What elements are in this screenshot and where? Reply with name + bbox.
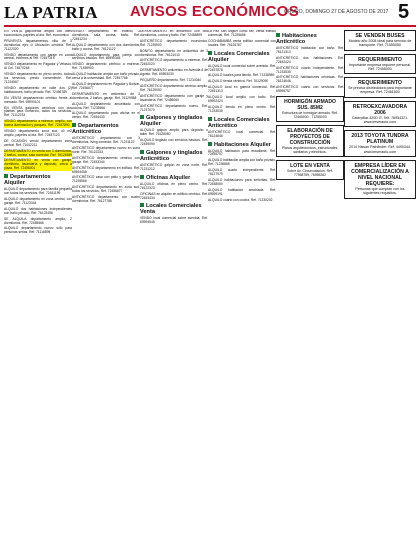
classified-ad: ANTICRÉTICO departamento nuevo. Ref. 71237070: [140, 103, 208, 112]
boxed-ad-text: Estructura de hormigón armado. Ref. 72465000 - 71255000: [282, 111, 338, 120]
classified-ad: DEPARTAMENTO en venta con 3 dormitorios, 2 baños, cocina, sala comedor. Ref. 76124589: [4, 148, 72, 157]
display-ad: [344, 130, 416, 157]
classified-ad: ANTICRÉTICO departamento a estrenar. Ref. 72452020: [140, 58, 208, 67]
category-heading: [140, 175, 208, 181]
classified-ad: ALQUILO habitación amplia con baño privado, cerca a la universidad. Ref. 72457788: [72, 72, 140, 81]
classified-ad: ALQUILO habitación amoblada. Ref. 69599191: [208, 187, 276, 196]
classified-ad: ANTICRÉTICO departamento con cuatro dormitorios. Ref. 76127788: [72, 195, 140, 203]
classified-ad: VENDO departamento céntrico a estrenar. Ref. 71459900: [72, 62, 140, 71]
display-ad: [344, 54, 416, 75]
classifieds-column-1: [4, 30, 72, 542]
classified-ad: EN VENTA galpones céntricos con dos plantas para comercio, todos los servicios. Ref. 71112233: [4, 105, 72, 118]
classified-ad: SE ALQUILA departamento amplio, 2 dormitorios. Ref. 72455566: [4, 216, 72, 225]
classified-ad: VENDO departamento en pleno centro, todos los servicios, precio conveniente. Ref. 71234567: [4, 72, 72, 84]
dateline: ORURO, DOMINGO 27 DE AGOSTO DE 2017: [284, 9, 389, 15]
display-ad-title: 2013 TOYOTA TUNDRA PLATINUM: [351, 133, 409, 146]
display-ad-text: Modelo año 2008 ideal para servicio de transporte. Ref. 71555050: [348, 39, 412, 48]
classifieds-column-2: [72, 30, 140, 542]
classified-ad: PRUVENTA departamentos villa de 3 dormitorios ejec c/ Ubicación céntrica. Ref. 71122320: [4, 38, 72, 51]
classified-ad: ALQUILO local amplio con baño. Ref. 69592424: [208, 95, 276, 103]
category-square-icon: [140, 203, 144, 207]
boxed-ad: [276, 125, 344, 157]
classified-ad: VENDO departamento en edificio, 3 dormitorios, sala, cocina, baño. Ref. 72451234: [72, 30, 140, 41]
boxed-ad-title: HORMIGÓN ARMADO SUS. 85M2: [284, 99, 336, 112]
display-ad: [344, 101, 416, 128]
category-square-icon: [140, 150, 144, 154]
boxed-ad-text: Planos arquitectónicos, estructurales, sanitarios y eléctricos.: [281, 146, 339, 155]
page-number: 5: [398, 1, 410, 23]
display-ad: [344, 160, 416, 199]
classified-ad: ALQUILO habitación amplia con baño privado. Ref. 71236868: [208, 158, 276, 167]
classified-ad: ALQUILO local en galería comercial. Ref. 72451313: [208, 85, 276, 94]
classified-ad: ANTICRÉTICO cuarto con servicios. Ref. 69595757: [276, 85, 344, 94]
classified-ad: ANTICRÉTICO departamento céntrico amplio. Ref. 76125050: [140, 83, 208, 92]
classified-ad: ANTICRÉTICO departamento en zona sud, todos los servicios. Ref. 72456677: [72, 185, 140, 194]
display-ad-text: Personas que cumplan con los siguientes requisitos.: [355, 186, 405, 196]
classified-ad: DE OCASIÓN vendo departamento zona central. Ref. 71002211: [4, 138, 72, 147]
classified-ad: DEPARTAMENTO en venta con garaje, dormitorio, lavandería y depósito, cerca a plaza. Ref. 72456001: [4, 158, 72, 171]
classified-ad: ALQUILO dos habitaciones independientes con baño privado. Ref. 76123456: [4, 206, 72, 215]
classified-ad: ALQUILO departamento amueblado con cocina. Ref. 71235566: [72, 101, 140, 110]
display-ad-text: Caterpillar 420D IT. Telf. 76954321. www.imserauto.com: [351, 115, 409, 125]
category-square-icon: [4, 174, 8, 178]
category-label: Locales Comerciales Anticrético: [208, 116, 270, 129]
category-label: Departamentos Alquiler: [4, 174, 51, 187]
category-square-icon: [208, 142, 212, 146]
category-heading: [72, 123, 140, 135]
display-ad-text: Se precisa distribuidora para importante empresa. Ref. 72461500: [348, 86, 412, 95]
category-heading: [4, 174, 72, 186]
classified-ad: ALQUILO cuarto independiente. Ref. 76127979: [208, 168, 276, 177]
category-label: Galpones y tinglados Anticrético: [140, 150, 203, 163]
classified-ad: VENDO departamento con garaje en zona central. Informes al Telf. 72457315: [4, 52, 72, 61]
category-heading: [276, 33, 344, 45]
classified-ad: BONITO departamento en anticrético de 3 dormitorios. Ref. 76121010: [140, 48, 208, 57]
classified-ad: ALQUILO habitaciones para señoritas. Ref. 72458080: [208, 177, 276, 186]
classified-ad: ANTICRÉTICO departamento económico. Ref. 71239900: [140, 38, 208, 47]
boxed-ad-title: LOTE EN VENTA: [290, 163, 330, 170]
category-square-icon: [140, 115, 144, 119]
display-ad: [344, 77, 416, 98]
classified-ad: ANTICRÉTICO dos habitaciones. Ref. 72452424: [276, 55, 344, 64]
classified-ad: ALQUILO galpón amplio para depósito o taller. Ref. 76128080: [140, 128, 208, 137]
classified-ad: ANTICRÉTICO departamento nuevo en zona norte. Ref. 76122233: [72, 146, 140, 154]
classified-ad: ALQUILO tinglado con servicios básicos. Ref. 72459090: [140, 138, 208, 147]
classified-ad: VENDO departamento en Pagador y Velasco. Al Cel. 74870248: [4, 62, 72, 71]
category-label: Oficinas Alquiler: [146, 174, 191, 181]
category-heading: [208, 51, 276, 63]
classified-ad: ALQUILO oficinas en pleno centro. Ref. 76122323: [140, 181, 208, 190]
display-ad-title: REQUERIMIENTO: [358, 56, 402, 63]
category-label: Departamentos Anticrético: [72, 123, 119, 136]
boxed-ad-title: ELABORACIÓN DE PROYECTOS DE CONSTRUCCIÓN: [287, 128, 333, 147]
classified-ad: EN VENTA galponeras amplio con lotes económicos, papeles al día. Ref. económico: [4, 30, 72, 37]
classified-ad: ALQUILO departamento en zona central, con garaje. Ref. 71123344: [4, 197, 72, 205]
classified-ad: EN VENTA departamento céntrico frente al mercado. Ref. 69590101: [4, 95, 72, 104]
category-heading: [208, 117, 276, 129]
classified-ad: ALQUILO departamento para pareja con servicios básicos. Ref. 69590345: [72, 52, 140, 61]
header-divider: [4, 25, 416, 27]
classifieds-column-5: [276, 30, 344, 542]
display-ad-text: 2014 Nissan Pathfinder. Ref. 4490344. www.imserauto.com: [349, 145, 411, 154]
classified-ad: ALQUILO locales para tienda. Ref. 71238989: [208, 73, 275, 78]
category-heading: [208, 142, 276, 148]
newspaper-logo: LA PATRIA: [4, 3, 99, 22]
classified-ad: DEPARTAMENTO anticrético en Avenida 6 de Agosto. Ref. 69593030: [140, 68, 208, 77]
category-label: Galpones y tinglados Alquiler: [140, 115, 203, 128]
classified-ad: ALQUILO departamento nuevo sólo para personas serias. Ref. 71118899: [4, 226, 72, 235]
boxed-ad: [276, 96, 344, 122]
category-label: Habitaciones Anticrético: [276, 33, 317, 45]
classified-ad: ANTICRÉTICO local comercial. Ref. 76124646: [208, 129, 276, 138]
display-ads-column: [344, 30, 416, 542]
category-label: Locales Comerciales Venta: [140, 203, 202, 216]
classified-ad: DEPARTAMENTO en anticrético con dos dormitorios, cocina y baño. Ref. 72458899: [140, 30, 208, 37]
classified-ad: VENDO departamento a estrenar, amplio, con buena iluminación y parqueo. Ref. 72457890: [4, 119, 72, 128]
classifieds-column-4: [208, 30, 276, 542]
classified-ad: COCHABAMBA venta edificio comercial con locales. Ref. 76126767: [208, 38, 276, 47]
classified-ad: VENDO departamento en calle dos (2) habitaciones, baño privado. Ref. 72456789: [4, 85, 72, 94]
classified-ad: ALQUILO tienda en pleno centro. Ref. 71233535: [208, 104, 276, 113]
display-ad-text: Importante empresa requiere personal. Ref. 72455000: [348, 62, 412, 71]
category-label: Habitaciones Alquiler: [214, 141, 271, 148]
classified-ad: VENDO local comercial sobre avenida. Ref. 69594545: [140, 216, 208, 225]
classified-ad: PEQUEÑO departamento. Ref. 71234040: [140, 78, 202, 83]
classified-ad: ANTICRÉTICO habitaciones céntricas. Ref. 76124646: [276, 75, 344, 84]
classified-ad: ALQUILO cuarto con cocina. Ref. 71230202: [208, 197, 273, 202]
classified-ad: ANTICRÉTICO departamento en edificio. Ref. 69594455: [72, 165, 140, 174]
classified-ad: ANTICRÉTICO habitación con baño. Ref. 76121313: [276, 46, 344, 54]
page-header: [0, 0, 420, 26]
classified-ad: ALQUILO departamento para oficina en el centro. Ref. 72454433: [72, 111, 140, 120]
classified-ad: ALQUILO departamento con dos dormitorios, baño y cocina. Ref. 76121122: [72, 42, 140, 51]
classified-ad: ALQUILO habitación para estudiante. Ref. 72455757: [208, 148, 276, 157]
boxed-ad: [276, 160, 344, 180]
classified-ad: La Paz San Miguel como ser, venta edificio comercial. Ref. 71235656: [208, 30, 276, 37]
display-ad: [344, 30, 416, 51]
display-ad-title: EMPRESA LÍDER EN COMERCIALIZACIÓN A NIVEL NACIONAL REQUIERE:: [351, 162, 409, 187]
classified-ad: ALQUILO departamento para familia pequeña con todos los servicios. Ref. 72451199: [4, 187, 72, 196]
category-square-icon: [140, 175, 144, 179]
classified-ad: ALQUILO local comercial sobre avenida. Ref. 72457878: [208, 63, 276, 72]
category-square-icon: [208, 51, 212, 55]
category-label: Locales Comerciales Alquiler: [208, 50, 270, 63]
classified-ad: ALQUILO departamento en Pagador y Bolívar. Ref. 72456677: [72, 81, 140, 90]
category-square-icon: [72, 123, 76, 127]
display-ad-title: RETROEXCAVADORA 2006: [352, 103, 408, 116]
classifieds-column-3: [140, 30, 208, 542]
display-ad-title: SE VENDEN BUSES: [355, 33, 405, 39]
boxed-ad-text: Sobre Av. Circunvalación. Ref. 77958759, 76955262: [287, 169, 333, 178]
classified-ad: ANTICRÉTICO departamento con garaje y lavandería. Ref. 72456060: [140, 93, 208, 102]
classified-ad: ANTICRÉTICO departamento céntrico con garaje. Ref. 72453344: [72, 155, 140, 164]
classified-ad: ANTICRÉTICO departamento con 3 dormitorios, living comedor. Ref. 71231122: [72, 136, 140, 145]
classified-ad: VENDO departamento zona sud, 40 m2 amplio, papeles al día. Ref. 72457123: [4, 129, 72, 137]
category-heading: [140, 150, 208, 162]
category-heading: [140, 115, 208, 127]
classified-ad: ANTICRÉTICO casa con patio y garaje. Ref. 71235566: [72, 175, 140, 184]
classified-ad: ANTICRÉTICO galpón en zona norte. Ref. 71231212: [140, 163, 208, 171]
classified-ad: OFICINAS en alquiler en edificio céntrico. Ref. 72453434: [140, 191, 208, 200]
display-ad-title: REQUERIMIENTO: [358, 80, 402, 87]
category-square-icon: [208, 117, 212, 121]
classified-ad: ANTICRÉTICO cuarto independiente. Ref. 71233535: [276, 65, 344, 74]
classified-ad: DEPARTAMENTO en anticrético de 3 dormitorios, 2 baños, garaje. Ref. 76129988: [72, 91, 140, 100]
category-heading: [140, 203, 208, 215]
section-title: AVISOS ECONÓMICOS: [130, 3, 300, 20]
classified-ad: ALQUILO tienda céntrica. Ref. 76129090: [208, 79, 269, 84]
category-square-icon: [276, 33, 280, 37]
